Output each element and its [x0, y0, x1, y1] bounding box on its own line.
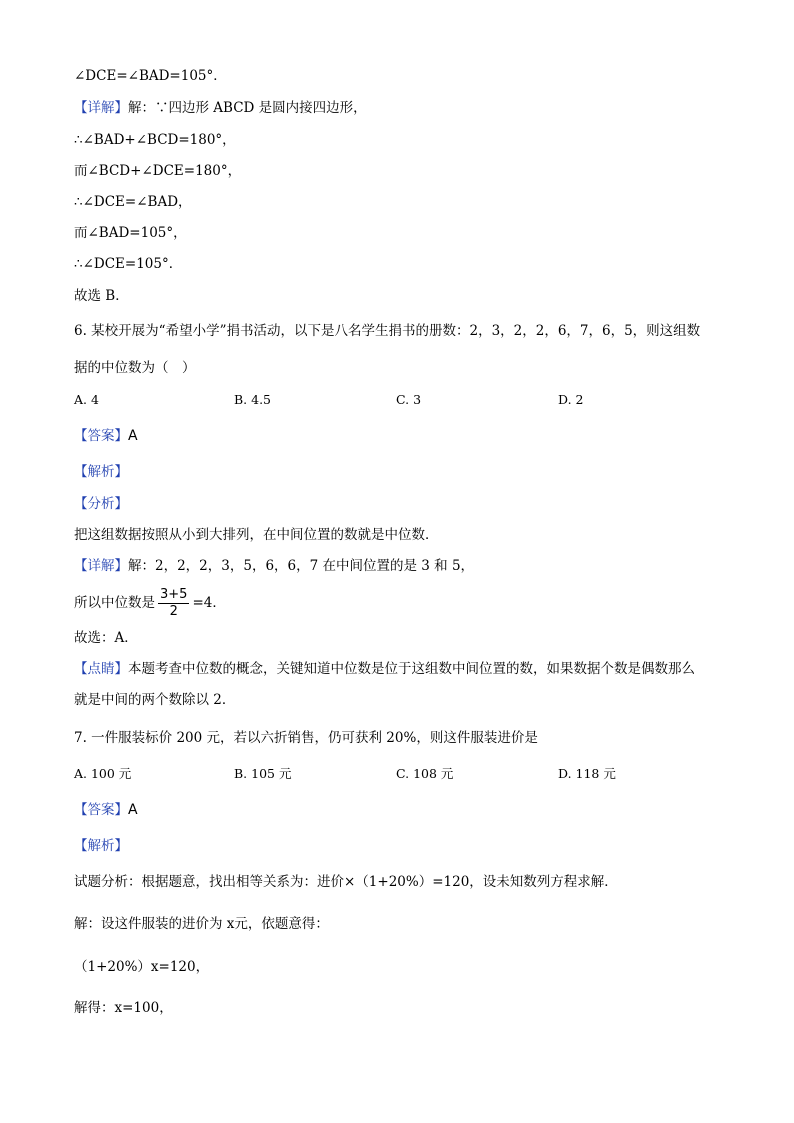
answer-tag: 【答案】: [74, 802, 128, 818]
q7-option-c: C. 108 元: [396, 766, 454, 781]
median-suffix: =4．: [192, 595, 226, 611]
text-line: ∴∠DCE=105°．: [74, 256, 183, 272]
q6-fenxi-text: 把这组数据按照从小到大排列，在中间位置的数就是中位数．: [74, 527, 439, 543]
q6-detail: [74, 556, 474, 576]
q6-fenxi-tag: [74, 494, 128, 514]
median-prefix: 所以中位数是: [74, 595, 155, 611]
analysis-tag: 【解析】: [74, 464, 128, 480]
answer-value: A: [128, 428, 138, 444]
q7-solve-text: 解：设这件服装的进价为 x元，依题意得：: [74, 916, 329, 932]
text-line: 而∠BCD+∠DCE=180°，: [74, 163, 242, 179]
answer-value: A: [128, 802, 138, 818]
detail-tag: 【详解】: [74, 100, 128, 116]
q7-option-b: B. 105 元: [234, 766, 292, 781]
detail-text: 解：∵四边形 ABCD 是圆内接四边形，: [128, 100, 367, 116]
comment-text: 本题考查中位数的概念，关键知道中位数是位于这组数中间位置的数，如果数据个数是偶数那么: [128, 661, 695, 677]
q6-analysis-tag: [74, 462, 128, 482]
detail-text: 解：2，2，2，3，5，6，6，7 在中间位置的是 3 和 5，: [128, 558, 475, 574]
analysis-tag: 【解析】: [74, 838, 128, 854]
q6-comment: [74, 659, 695, 679]
q7-trial-text: 试题分析：根据题意，找出相等关系为：进价×（1+20%）=120，设未知数列方程求解．: [74, 874, 618, 890]
q7-option-d: D. 118 元: [558, 766, 616, 781]
comment-tag: 【点睛】: [74, 661, 128, 677]
q6-option-b: B. 4.5: [234, 392, 272, 407]
q6-median-line: [74, 583, 226, 623]
q7-answer: [74, 800, 138, 820]
question-6-stem: 6. 某校开展为“希望小学”捐书活动，以下是八名学生捐书的册数：2，3，2，2，6，7，6，5，则这组数: [74, 323, 701, 339]
text-line: ∠DCE=∠BAD=105°．: [74, 68, 227, 84]
q6-comment-cont: 就是中间的两个数除以 2．: [74, 692, 236, 708]
q7-option-a: A. 100 元: [74, 766, 132, 781]
q7-analysis-tag: [74, 836, 128, 856]
q6-option-a: A. 4: [74, 392, 99, 407]
q7-equation: （1+20%）x=120，: [74, 959, 210, 975]
answer-tag: 【答案】: [74, 428, 128, 444]
fraction-denominator: 2: [169, 604, 178, 619]
fraction-numerator: 3+5: [160, 587, 188, 602]
q6-choose: 故选：A．: [74, 630, 138, 646]
text-line: 而∠BAD=105°，: [74, 225, 187, 241]
q6-answer: [74, 426, 138, 446]
median-fraction: [158, 587, 189, 620]
question-7-stem: 7. 一件服装标价 200 元，若以六折销售，仍可获利 20%，则这件服装进价是: [74, 730, 538, 746]
q6-option-d: D. 2: [558, 392, 584, 407]
text-line: 故选 B．: [74, 288, 129, 304]
question-6-stem-cont: 据的中位数为（ ）: [74, 360, 196, 376]
detail-tag: 【详解】: [74, 558, 128, 574]
text-line: ∴∠BAD+∠BCD=180°，: [74, 132, 236, 148]
detail-line: [74, 98, 367, 118]
q7-result: 解得：x=100，: [74, 1000, 173, 1016]
text-line: ∴∠DCE=∠BAD，: [74, 194, 192, 210]
fenxi-tag: 【分析】: [74, 496, 128, 512]
q6-option-c: C. 3: [396, 392, 422, 407]
